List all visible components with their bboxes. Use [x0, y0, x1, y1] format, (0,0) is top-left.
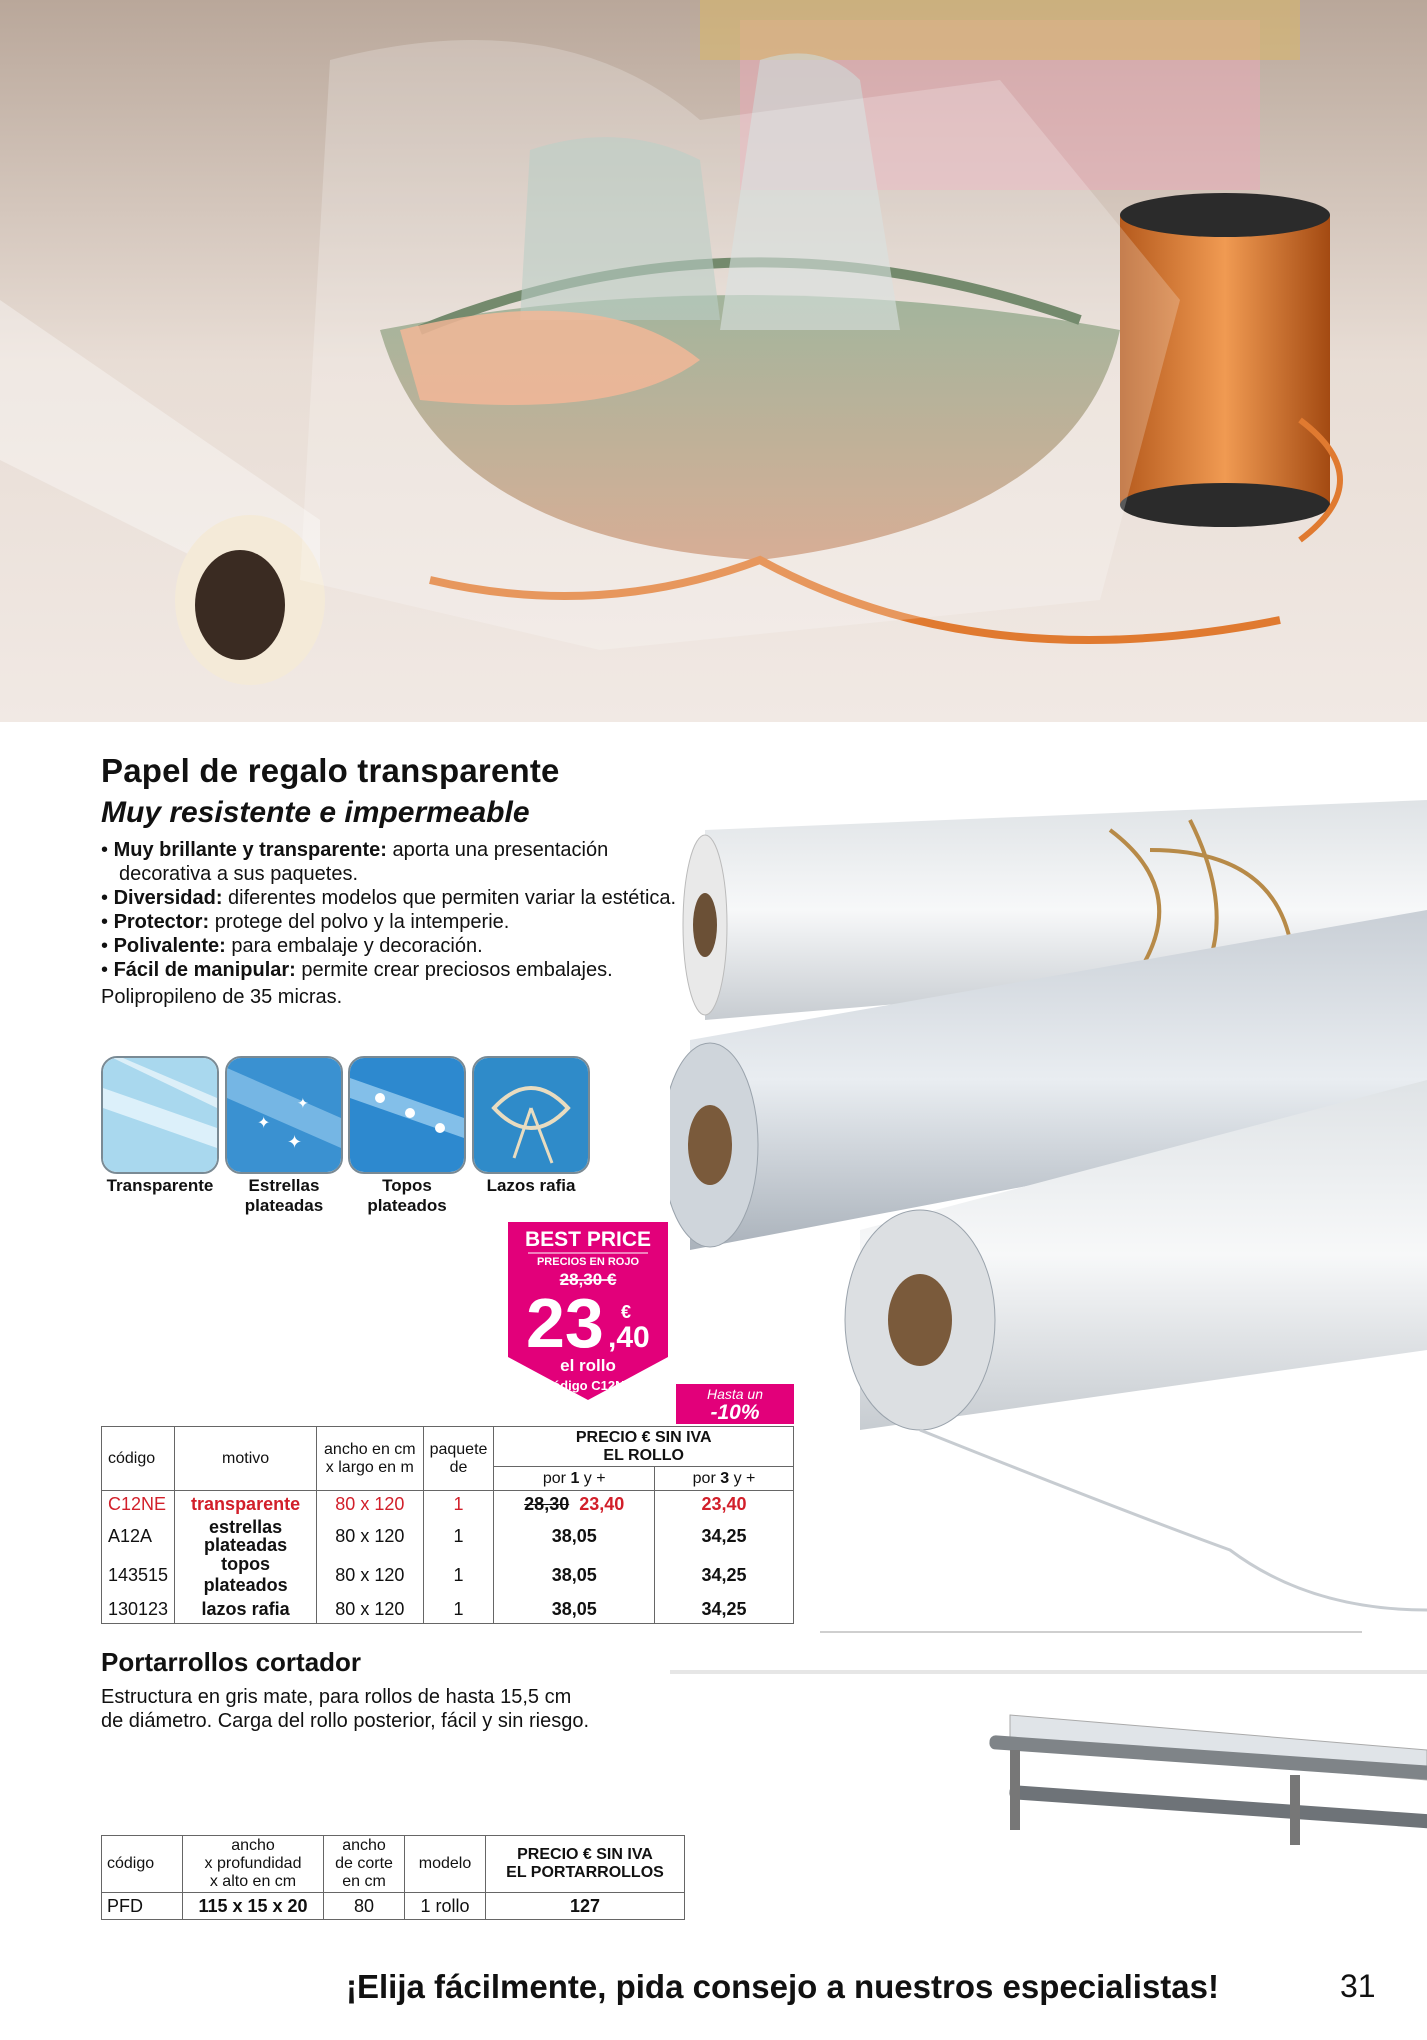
page-title: Papel de regalo transparente [101, 752, 560, 789]
footer-tagline: ¡Elija fácilmente, pida consejo a nuestros especialistas! [346, 1968, 1219, 2005]
cell-codigo: C12NE [102, 1491, 175, 1519]
svg-text:✦: ✦ [287, 1132, 303, 1152]
feature-item: • Diversidad: diferentes modelos que permiten variar la estética. [101, 887, 677, 909]
col-header-codigo: código [102, 1427, 175, 1491]
col-header-motivo: motivo [175, 1427, 317, 1491]
table-row [102, 1554, 794, 1596]
cell-motivo: topos plateados [175, 1554, 317, 1596]
discount-tag [676, 1384, 794, 1424]
hero-photo [0, 0, 1427, 722]
cell-precio-1 [494, 1491, 655, 1519]
cell-paquete: 1 [423, 1554, 494, 1596]
swatch-estrellas-plateadas[interactable] [225, 1056, 343, 1174]
gift-basket-illustration [0, 0, 1427, 722]
col-header-corte: ancho de corte en cm [324, 1836, 405, 1893]
swatch-image [474, 1058, 588, 1172]
price-table-portarrollos [101, 1835, 685, 1920]
new-price: 23,40 [579, 1494, 625, 1514]
col-header-por-1: por 1 y + [494, 1467, 655, 1491]
best-price-badge [508, 1222, 668, 1400]
cell-precio-1: 38,05 [494, 1596, 655, 1624]
cell-corte: 80 [324, 1893, 405, 1920]
swatch-label: Transparente [106, 1176, 214, 1195]
badge-price-decimal: ,40 [608, 1321, 650, 1354]
cell-paquete: 1 [423, 1518, 494, 1554]
col-header-precio: PRECIO € SIN IVA EL ROLLO [494, 1427, 794, 1467]
swatch-lazos-rafia[interactable] [472, 1056, 590, 1174]
feature-item: • Fácil de manipular: permite crear preciosos embalajes. [101, 959, 613, 981]
section-divider [820, 1631, 1362, 1633]
portarrollos-description: Estructura en gris mate, para rollos de hasta 15,5 cm de diámetro. Carga del rollo posterior, fácil y sin riesgo. [101, 1686, 590, 1732]
discount-tag-value: -10% [710, 1401, 760, 1424]
cell-medida: 80 x 120 [317, 1554, 424, 1596]
cell-codigo: PFD [102, 1893, 183, 1920]
old-price: 28,30 [524, 1494, 570, 1514]
table-row [102, 1596, 794, 1624]
cell-precio-3: 23,40 [655, 1491, 794, 1519]
table-row [102, 1491, 794, 1519]
swatch-label: Lazos rafia [486, 1176, 576, 1195]
rolls-photo [670, 790, 1427, 1850]
cell-codigo: A12A [102, 1518, 175, 1554]
cell-precio-3: 34,25 [655, 1596, 794, 1624]
swatch-transparente[interactable] [101, 1056, 219, 1174]
feature-item: • Protector: protege del polvo y la intemperie. [101, 911, 510, 933]
svg-text:✦: ✦ [297, 1095, 309, 1111]
col-header-medida: ancho en cm x largo en m [317, 1427, 424, 1491]
precios-rojo-text: PRECIOS EN ROJO [536, 1256, 640, 1268]
badge-currency: € [621, 1302, 632, 1322]
col-header-precio: PRECIO € SIN IVA EL PORTARROLLOS [486, 1836, 685, 1893]
badge-price-integer: 23 [526, 1284, 604, 1362]
cell-precio-3: 34,25 [655, 1518, 794, 1554]
cell-codigo: 130123 [102, 1596, 175, 1624]
col-header-codigo: código [102, 1836, 183, 1893]
section-title-portarrollos: Portarrollos cortador [101, 1647, 362, 1677]
swatch-topos-plateados[interactable] [348, 1056, 466, 1174]
best-price-shape [508, 1222, 668, 1400]
cell-precio-1: 38,05 [494, 1518, 655, 1554]
cell-precio: 127 [486, 1893, 685, 1920]
badge-old-price: 28,30 € [559, 1270, 617, 1289]
feature-item: • Muy brillante y transparente: aporta una presentación decorativa a sus paquetes. [101, 839, 609, 885]
feature-list [101, 838, 701, 982]
swatch-image [350, 1058, 464, 1172]
col-header-modelo: modelo [405, 1836, 486, 1893]
price-table-rolls [101, 1426, 794, 1624]
paper-rolls-illustration [670, 790, 1427, 1850]
discount-tag-label: Hasta un [706, 1386, 764, 1402]
cell-precio-1: 38,05 [494, 1554, 655, 1596]
col-header-por-3: por 3 y + [655, 1467, 794, 1491]
feature-item: • Polivalente: para embalaje y decoración. [101, 935, 483, 957]
badge-unit: el rollo [560, 1356, 616, 1375]
cell-motivo: transparente [175, 1491, 317, 1519]
cell-motivo: lazos rafia [175, 1596, 317, 1624]
page-number: 31 [1340, 1968, 1376, 2004]
best-price-text: BEST PRICE [524, 1228, 652, 1251]
cell-paquete: 1 [423, 1491, 494, 1519]
swatch-label: Topos plateados [367, 1176, 447, 1215]
cell-medida: 80 x 120 [317, 1518, 424, 1554]
cell-paquete: 1 [423, 1596, 494, 1624]
cell-precio-3: 34,25 [655, 1554, 794, 1596]
page-subtitle: Muy resistente e impermeable [101, 796, 530, 829]
cell-motivo: estrellas plateadas [175, 1518, 317, 1554]
table-row [102, 1893, 685, 1920]
table-row [102, 1518, 794, 1554]
cell-codigo: 143515 [102, 1554, 175, 1596]
cell-medida: 80 x 120 [317, 1491, 424, 1519]
swatch-label: Estrellas plateadas [244, 1176, 324, 1215]
cell-modelo: 1 rollo [405, 1893, 486, 1920]
cell-medida: 115 x 15 x 20 [183, 1893, 324, 1920]
swatch-image [227, 1058, 341, 1172]
material-note: Polipropileno de 35 micras. [101, 986, 343, 1008]
swatch-image [103, 1058, 217, 1172]
cell-medida: 80 x 120 [317, 1596, 424, 1624]
badge-code: Código C12NE [542, 1378, 634, 1393]
svg-text:✦: ✦ [257, 1115, 271, 1132]
col-header-paquete: paquete de [423, 1427, 494, 1491]
col-header-medida: ancho x profundidad x alto en cm [183, 1836, 324, 1893]
